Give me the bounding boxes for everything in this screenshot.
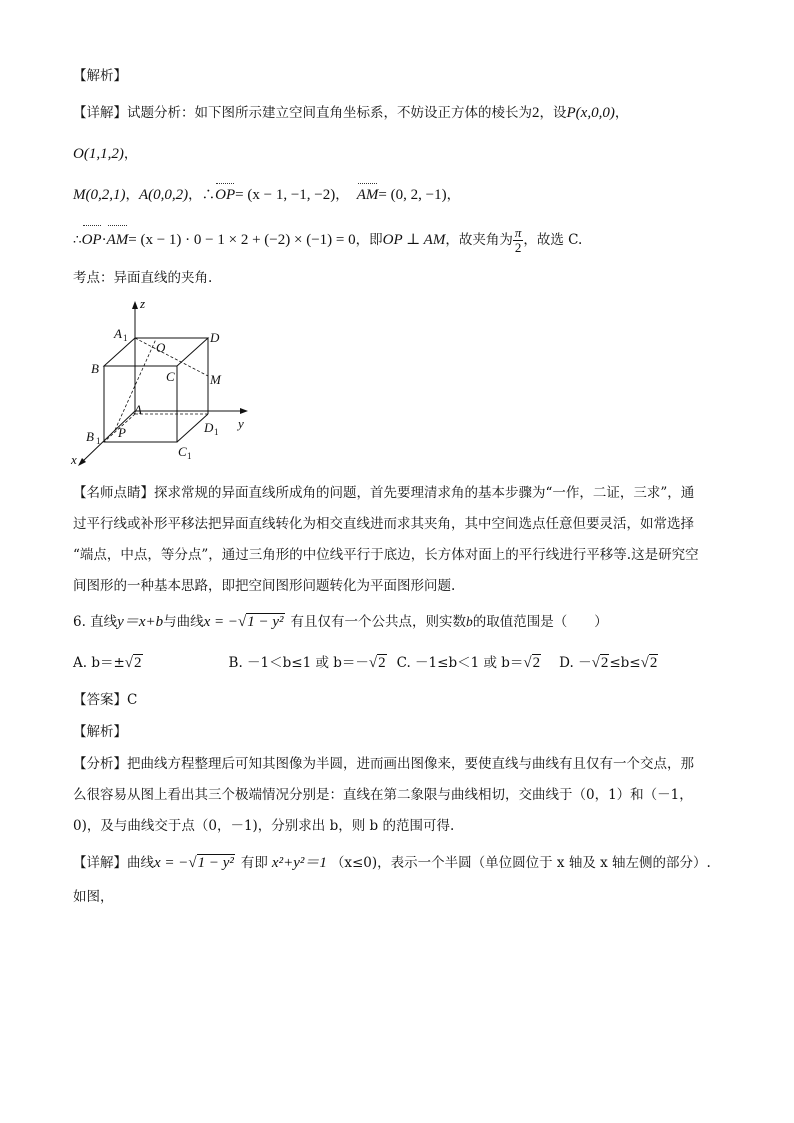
o-end: ，	[123, 146, 138, 162]
y-arrow	[240, 408, 248, 414]
option-b-text: B. －1＜b≤1 或 b＝－	[228, 655, 369, 671]
sep-1: ，	[125, 187, 139, 203]
detail2-equation: x²+y²＝1	[271, 855, 327, 871]
label-p: P	[118, 425, 126, 440]
vector-op-value: = (x − 1, −1, −2)	[235, 187, 336, 203]
option-b	[229, 655, 387, 671]
label-b: B	[91, 361, 99, 376]
sqrt-sign: √	[591, 655, 600, 671]
detail-end: ，	[614, 105, 629, 121]
q6-line-equation: y＝x+b	[117, 614, 164, 630]
q6-b: b	[466, 614, 473, 629]
option-d-mid: ≤b≤	[609, 655, 641, 671]
detail-line-1	[73, 103, 628, 123]
perp-expression: OP ⊥ AM	[382, 232, 446, 248]
sqrt-sign: √	[124, 655, 134, 671]
fenxi-line-3: 0)，及与曲线交于点（0，－1)，分别求出 b，则 b 的范围可得.	[73, 818, 455, 834]
label-d1-sub: 1	[214, 427, 219, 437]
detail-line-3	[73, 185, 460, 205]
sep-3: ，	[335, 187, 349, 203]
option-a-text: A. b＝±	[73, 655, 125, 671]
detail2-curve-radicand: 1 − y²	[197, 855, 234, 871]
option-d-radicand-1: 2	[600, 655, 609, 671]
therefore-2: ∴	[73, 232, 82, 248]
detail2-condition: （x≤0)，表示一个半圆（单位圆位于 x 轴及 x 轴左侧的部分）.	[330, 855, 711, 871]
label-o: O	[156, 340, 166, 355]
sqrt-sign: √	[640, 655, 649, 671]
options-line	[73, 653, 658, 673]
detail2-curve-lhs: x = −	[154, 855, 189, 871]
option-b-radicand: 2	[378, 655, 386, 671]
label-d1: D	[204, 420, 214, 435]
detail-line-2	[73, 144, 137, 164]
set-p-text: ，设	[539, 105, 567, 121]
option-d	[559, 655, 658, 671]
label-x: x	[71, 452, 77, 467]
detail-prefix: 【详解】试题分析：如下图所示建立空间直角坐标系，不妨设正方体的棱长为	[73, 105, 532, 121]
vector-am: AM	[356, 187, 379, 203]
label-a1: A	[114, 326, 122, 341]
label-a: A	[134, 402, 142, 417]
dot-expression: = (x − 1) · 0 − 1 × 2 + (−2) × (−1) = 0	[128, 232, 356, 248]
option-a-radicand: 2	[134, 655, 142, 671]
vector-op: OP	[215, 187, 236, 203]
pi-over-two	[513, 226, 524, 255]
option-c-text: C. －1≤b＜1 或 b＝	[396, 655, 524, 671]
detail2-mid: 有即	[240, 855, 268, 871]
analysis-heading-2: 【解析】	[73, 724, 127, 740]
vector-am-value: = (0, 2, −1)	[378, 187, 447, 203]
option-c-radicand: 2	[532, 655, 541, 671]
option-a	[73, 655, 143, 671]
q6-end2: 的取值范围是（ ）	[472, 614, 608, 630]
teacher-note-line-4: 间图形的一种基本思路，即把空间图形问题转化为平面图形问题.	[73, 578, 456, 594]
option-d-text: D. －	[559, 655, 592, 671]
teacher-note-line-3: “端点，中点，等分点”，通过三角形的中位线平行于底边，长方体对面上的平行线进行平移等.这是研究空	[73, 547, 699, 563]
label-y: y	[238, 416, 244, 431]
q6-curve-radicand: 1 − y²	[247, 614, 284, 630]
fenxi-line-2: 么很容易从图上看出其三个极端情况分别是：直线在第二象限与曲线相切，交曲线于（0，1）和（－1，	[73, 787, 693, 803]
sqrt-sign: √	[238, 614, 247, 630]
sep-2: ，	[188, 187, 202, 203]
sqrt-sign: √	[188, 855, 197, 871]
perp-text: ，即	[355, 232, 383, 248]
m-coordinate: M(0,2,1)	[73, 187, 126, 203]
detail2-line-1	[73, 853, 711, 873]
sqrt-sign: √	[523, 655, 532, 671]
teacher-note-line-1: 【名师点睛】探求常规的异面直线所成角的问题，首先要理清求角的基本步骤为“一作，二证，三求”，通	[73, 485, 695, 501]
label-a1-sub: 1	[123, 333, 128, 343]
detail2-prefix: 【详解】曲线	[73, 855, 154, 871]
label-c: C	[166, 369, 175, 384]
cube-diagram	[70, 296, 260, 471]
angle-text: ，故夹角为	[445, 232, 513, 248]
p-coordinate: P(x,0,0)	[566, 105, 615, 121]
q6-curve-lhs: x = −	[203, 614, 239, 630]
q6-end: 有且仅有一个公共点，则实数	[290, 614, 467, 630]
label-m: M	[210, 372, 221, 387]
label-d: D	[210, 330, 220, 345]
a-coordinate: A(0,0,2)	[139, 187, 189, 203]
option-c	[397, 655, 542, 671]
frac-denominator: 2	[514, 240, 522, 255]
q6-number: 6. 直线	[73, 614, 118, 630]
option-d-radicand-2: 2	[649, 655, 658, 671]
label-c1: C	[178, 444, 187, 459]
edge-length: 2	[532, 105, 540, 121]
dot-operator: ·	[101, 232, 107, 248]
therefore-1: ∴	[201, 187, 216, 203]
dot-vector-op: OP	[82, 227, 102, 253]
q6-mid: 与曲线	[163, 614, 204, 630]
fenxi-line-1: 【分析】把曲线方程整理后可知其图像为半圆，进而画出图像来，要使直线与曲线有且仅有一个交点，那	[73, 756, 694, 772]
conclusion-text: ，故选 C.	[523, 232, 583, 248]
analysis-heading: 【解析】	[73, 68, 127, 84]
frac-numerator: π	[514, 225, 522, 240]
answer-line: 【答案】C	[73, 692, 138, 708]
kaodian-line: 考点：异面直线的夹角.	[73, 270, 213, 286]
question-6	[73, 612, 608, 632]
detail-line-4	[73, 226, 582, 255]
label-b1-sub: 1	[96, 436, 101, 446]
label-c1-sub: 1	[187, 451, 192, 461]
o-coordinate: O(1,1,2)	[73, 146, 124, 162]
z-arrow	[132, 301, 138, 309]
teacher-note-line-2: 过平行线或补形平移法把异面直线转化为相交直线进而求其夹角，其中空间选点任意但要灵活，如常选择	[73, 516, 694, 532]
label-b1: B	[86, 429, 94, 444]
detail2-line-2: 如图，	[73, 889, 114, 905]
sqrt-sign: √	[368, 655, 378, 671]
dot-vector-am: AM	[107, 227, 129, 253]
sep-4: ，	[446, 187, 461, 203]
label-z: z	[140, 296, 146, 311]
